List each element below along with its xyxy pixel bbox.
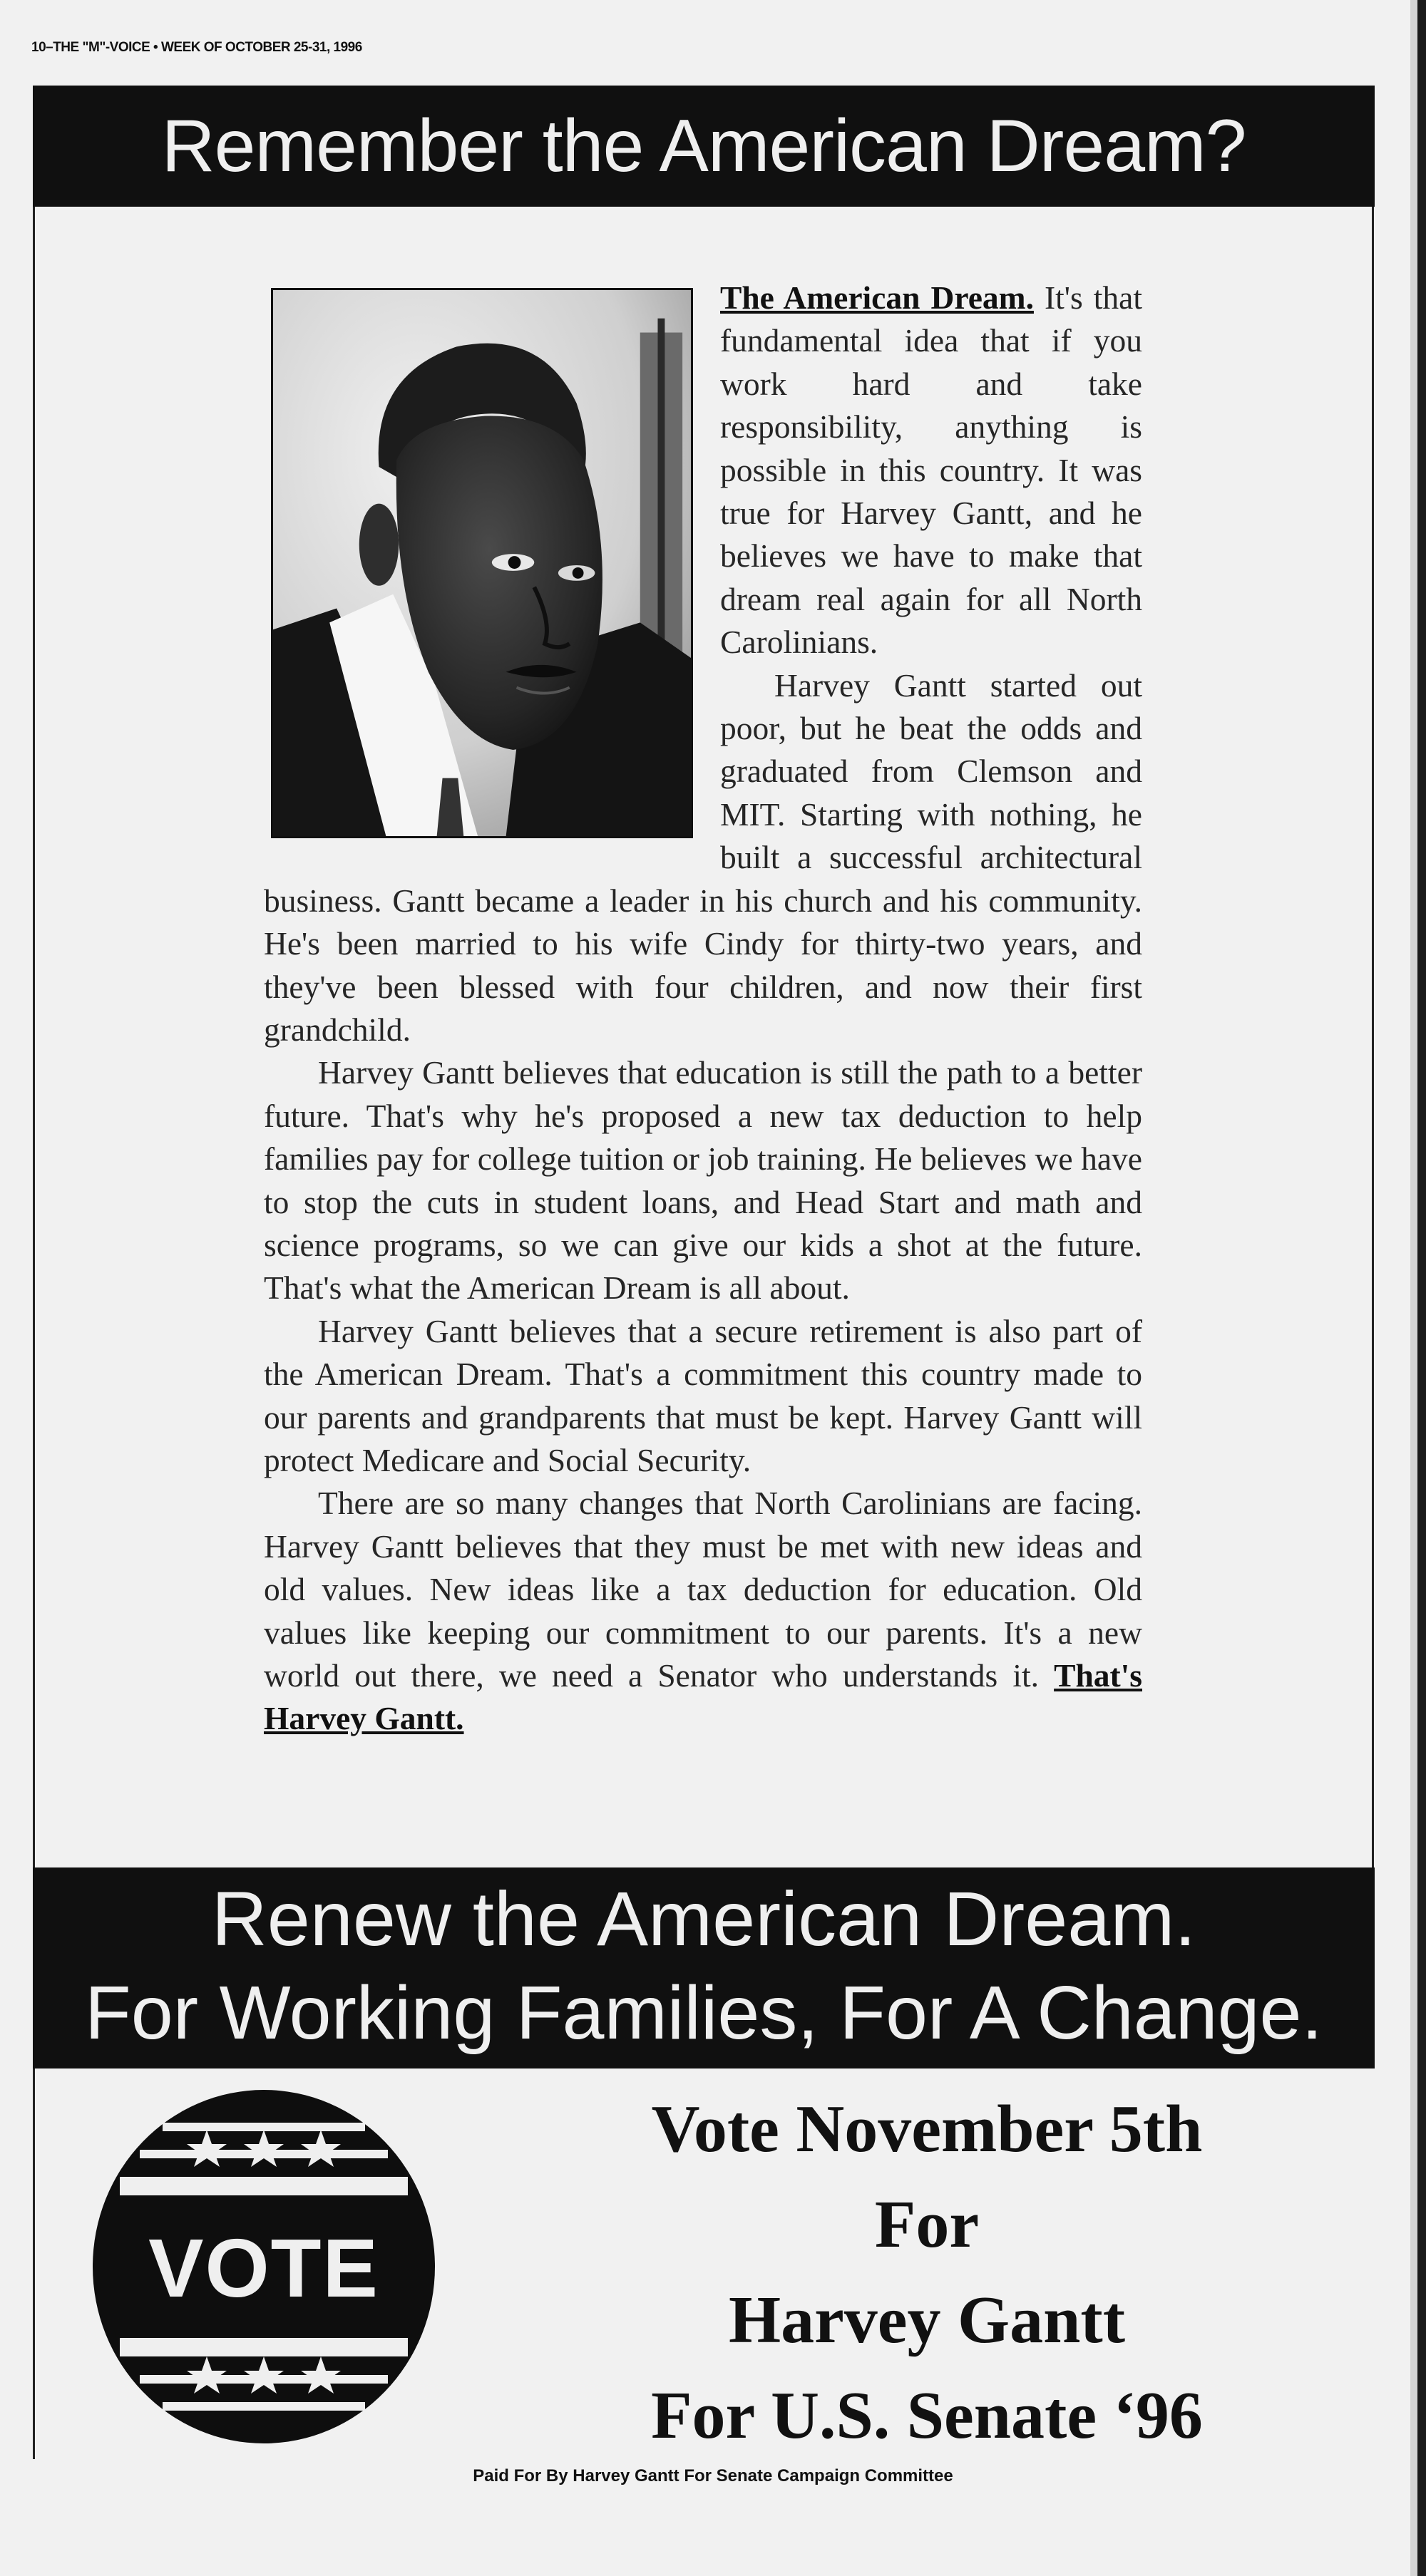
headline-banner (33, 86, 1375, 207)
page-edge-shadow (1410, 0, 1417, 2576)
article-body (264, 277, 1142, 1741)
article-paragraph-3: Harvey Gantt believes that education is still the path to a better future. That's why he's proposed a new tax deduction to help families pay for college tuition or job training. He believes we have to stop the cuts in student loans, and Head Start and math and science programs, so we can give our kids a shot at the future. That's what the American Dream is all about. (264, 1054, 1142, 1307)
article-lead: The American Dream. (720, 279, 1034, 316)
article-paragraph-5 (264, 1482, 1142, 1740)
page-folio: 10–THE "M"-VOICE • WEEK OF OCTOBER 25-31, 1996 (31, 40, 362, 55)
slogan-line-1: Renew the American Dream. (211, 1875, 1196, 1962)
ad-border-right (1372, 207, 1374, 1867)
slogan-banner (33, 1867, 1375, 2068)
office-line: For U.S. Senate ‘96 (651, 2379, 1203, 2453)
vote-date-line: Vote November 5th (651, 2092, 1203, 2166)
article-paragraph-1-text: It's that fundamental idea that if you work hard and take responsibility, anything is possible in this country. It was true for Harvey Gantt, and he believes we have to make that dream real again for all North Carolinians. (720, 279, 1142, 661)
page-edge (1417, 0, 1426, 2576)
vote-badge-icon (91, 2088, 436, 2445)
candidate-name-line: Harvey Gantt (728, 2283, 1126, 2357)
article-paragraph-2: Harvey Gantt started out poor, but he beat the odds and graduated from Clemson and MIT. Starting with nothing, he built a successful architectural business. Gantt became a leader in his church and his community. He's been married to his wife Cindy for thirty-two years, and they've been blessed with four children, and now their first grandchild. (264, 666, 1142, 1048)
article-paragraph-5-text: There are so many changes that North Carolinians are facing. Harvey Gantt believes that they must be met with new ideas and old values. New ideas like a tax deduction for education. Old values like keeping our commitment to our parents. It's a new world out there, we need a Senator who understands it. (264, 1485, 1142, 1694)
article-paragraph-4: Harvey Gantt believes that a secure retirement is also part of the American Dream. That's a commitment this country made to our parents and grandparents that must be kept. Harvey Gantt will protect Medicare and Social Security. (264, 1312, 1142, 1478)
vote-callout (570, 2081, 1283, 2463)
paid-for-disclaimer: Paid For By Harvey Gantt For Senate Campaign Committee (473, 2466, 953, 2485)
photo-wrap-spacer (264, 277, 720, 847)
article-closing: That's Harvey Gantt. (264, 1657, 1142, 1737)
vote-badge-label: VOTE (148, 2222, 379, 2314)
vote-for-line: For (874, 2188, 980, 2262)
headline-text: Remember the American Dream? (161, 104, 1246, 187)
vote-badge (91, 2088, 436, 2445)
slogan-line-2: For Working Families, For A Change. (85, 1971, 1323, 2055)
ad-border-left (33, 207, 35, 2459)
